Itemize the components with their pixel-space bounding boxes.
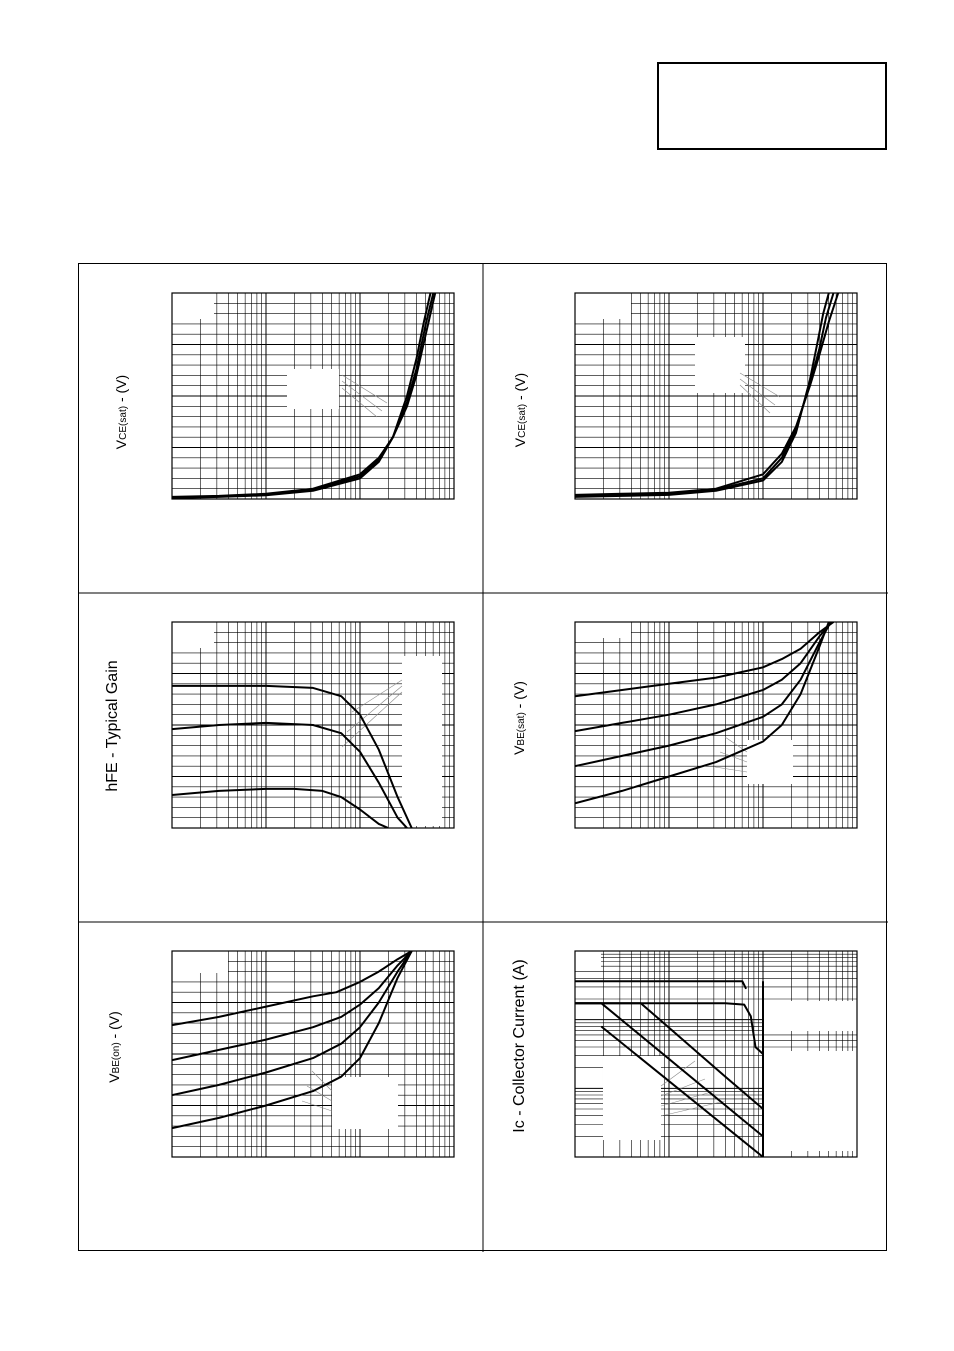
chart-svg-4	[483, 593, 887, 922]
label-area	[575, 622, 631, 638]
chart-panel-5	[79, 922, 483, 1251]
label-area	[402, 696, 442, 826]
leader-line	[312, 1071, 332, 1091]
plot-area	[575, 951, 857, 1157]
part-number-box	[657, 62, 887, 150]
chart-svg-6	[483, 922, 887, 1251]
chart-panel-4	[483, 593, 887, 922]
leader-line	[342, 375, 387, 403]
plot-area	[172, 951, 454, 1157]
label-area	[763, 1051, 857, 1151]
series-line-curve2	[575, 293, 834, 496]
y-axis-label: Ic - Collector Current (A)	[511, 959, 528, 1133]
plot-area	[172, 293, 454, 499]
plot-area	[172, 622, 454, 828]
label-area	[402, 656, 442, 696]
leader-line	[740, 385, 770, 413]
chart-svg-2	[483, 264, 887, 593]
chart-panel-1	[79, 264, 483, 593]
leader-line	[740, 373, 780, 397]
y-axis-label: VCE(sat) - (V)	[512, 372, 528, 448]
charts-frame	[78, 263, 887, 1251]
label-area	[332, 1077, 398, 1129]
leader-line	[661, 1061, 695, 1086]
label-area	[172, 293, 214, 319]
chart-panel-6	[483, 922, 887, 1251]
label-area	[747, 740, 793, 784]
plot-area	[575, 622, 857, 828]
series-line-curve1	[575, 293, 838, 495]
label-area	[575, 951, 601, 967]
y-axis-label: VBE(on) - (V)	[106, 1011, 122, 1083]
label-area	[763, 1001, 857, 1031]
chart-panel-3	[79, 593, 483, 922]
label-area	[575, 293, 631, 319]
label-area	[695, 337, 745, 393]
y-axis-label: hFE - Typical Gain	[104, 660, 121, 792]
y-axis-label: VBE(sat) - (V)	[511, 681, 527, 755]
label-area	[172, 951, 228, 973]
chart-panel-2	[483, 264, 887, 593]
series-line-curve1	[172, 686, 412, 828]
label-area	[287, 369, 339, 409]
chart-svg-3	[79, 593, 483, 922]
series-line-curve3	[575, 293, 829, 497]
series-line-pulse_top	[575, 981, 746, 989]
chart-svg-1	[79, 264, 483, 593]
y-axis-label: VCE(sat) - (V)	[113, 374, 129, 450]
plot-area	[575, 293, 857, 499]
chart-svg-5	[79, 922, 483, 1251]
label-area	[172, 622, 214, 648]
